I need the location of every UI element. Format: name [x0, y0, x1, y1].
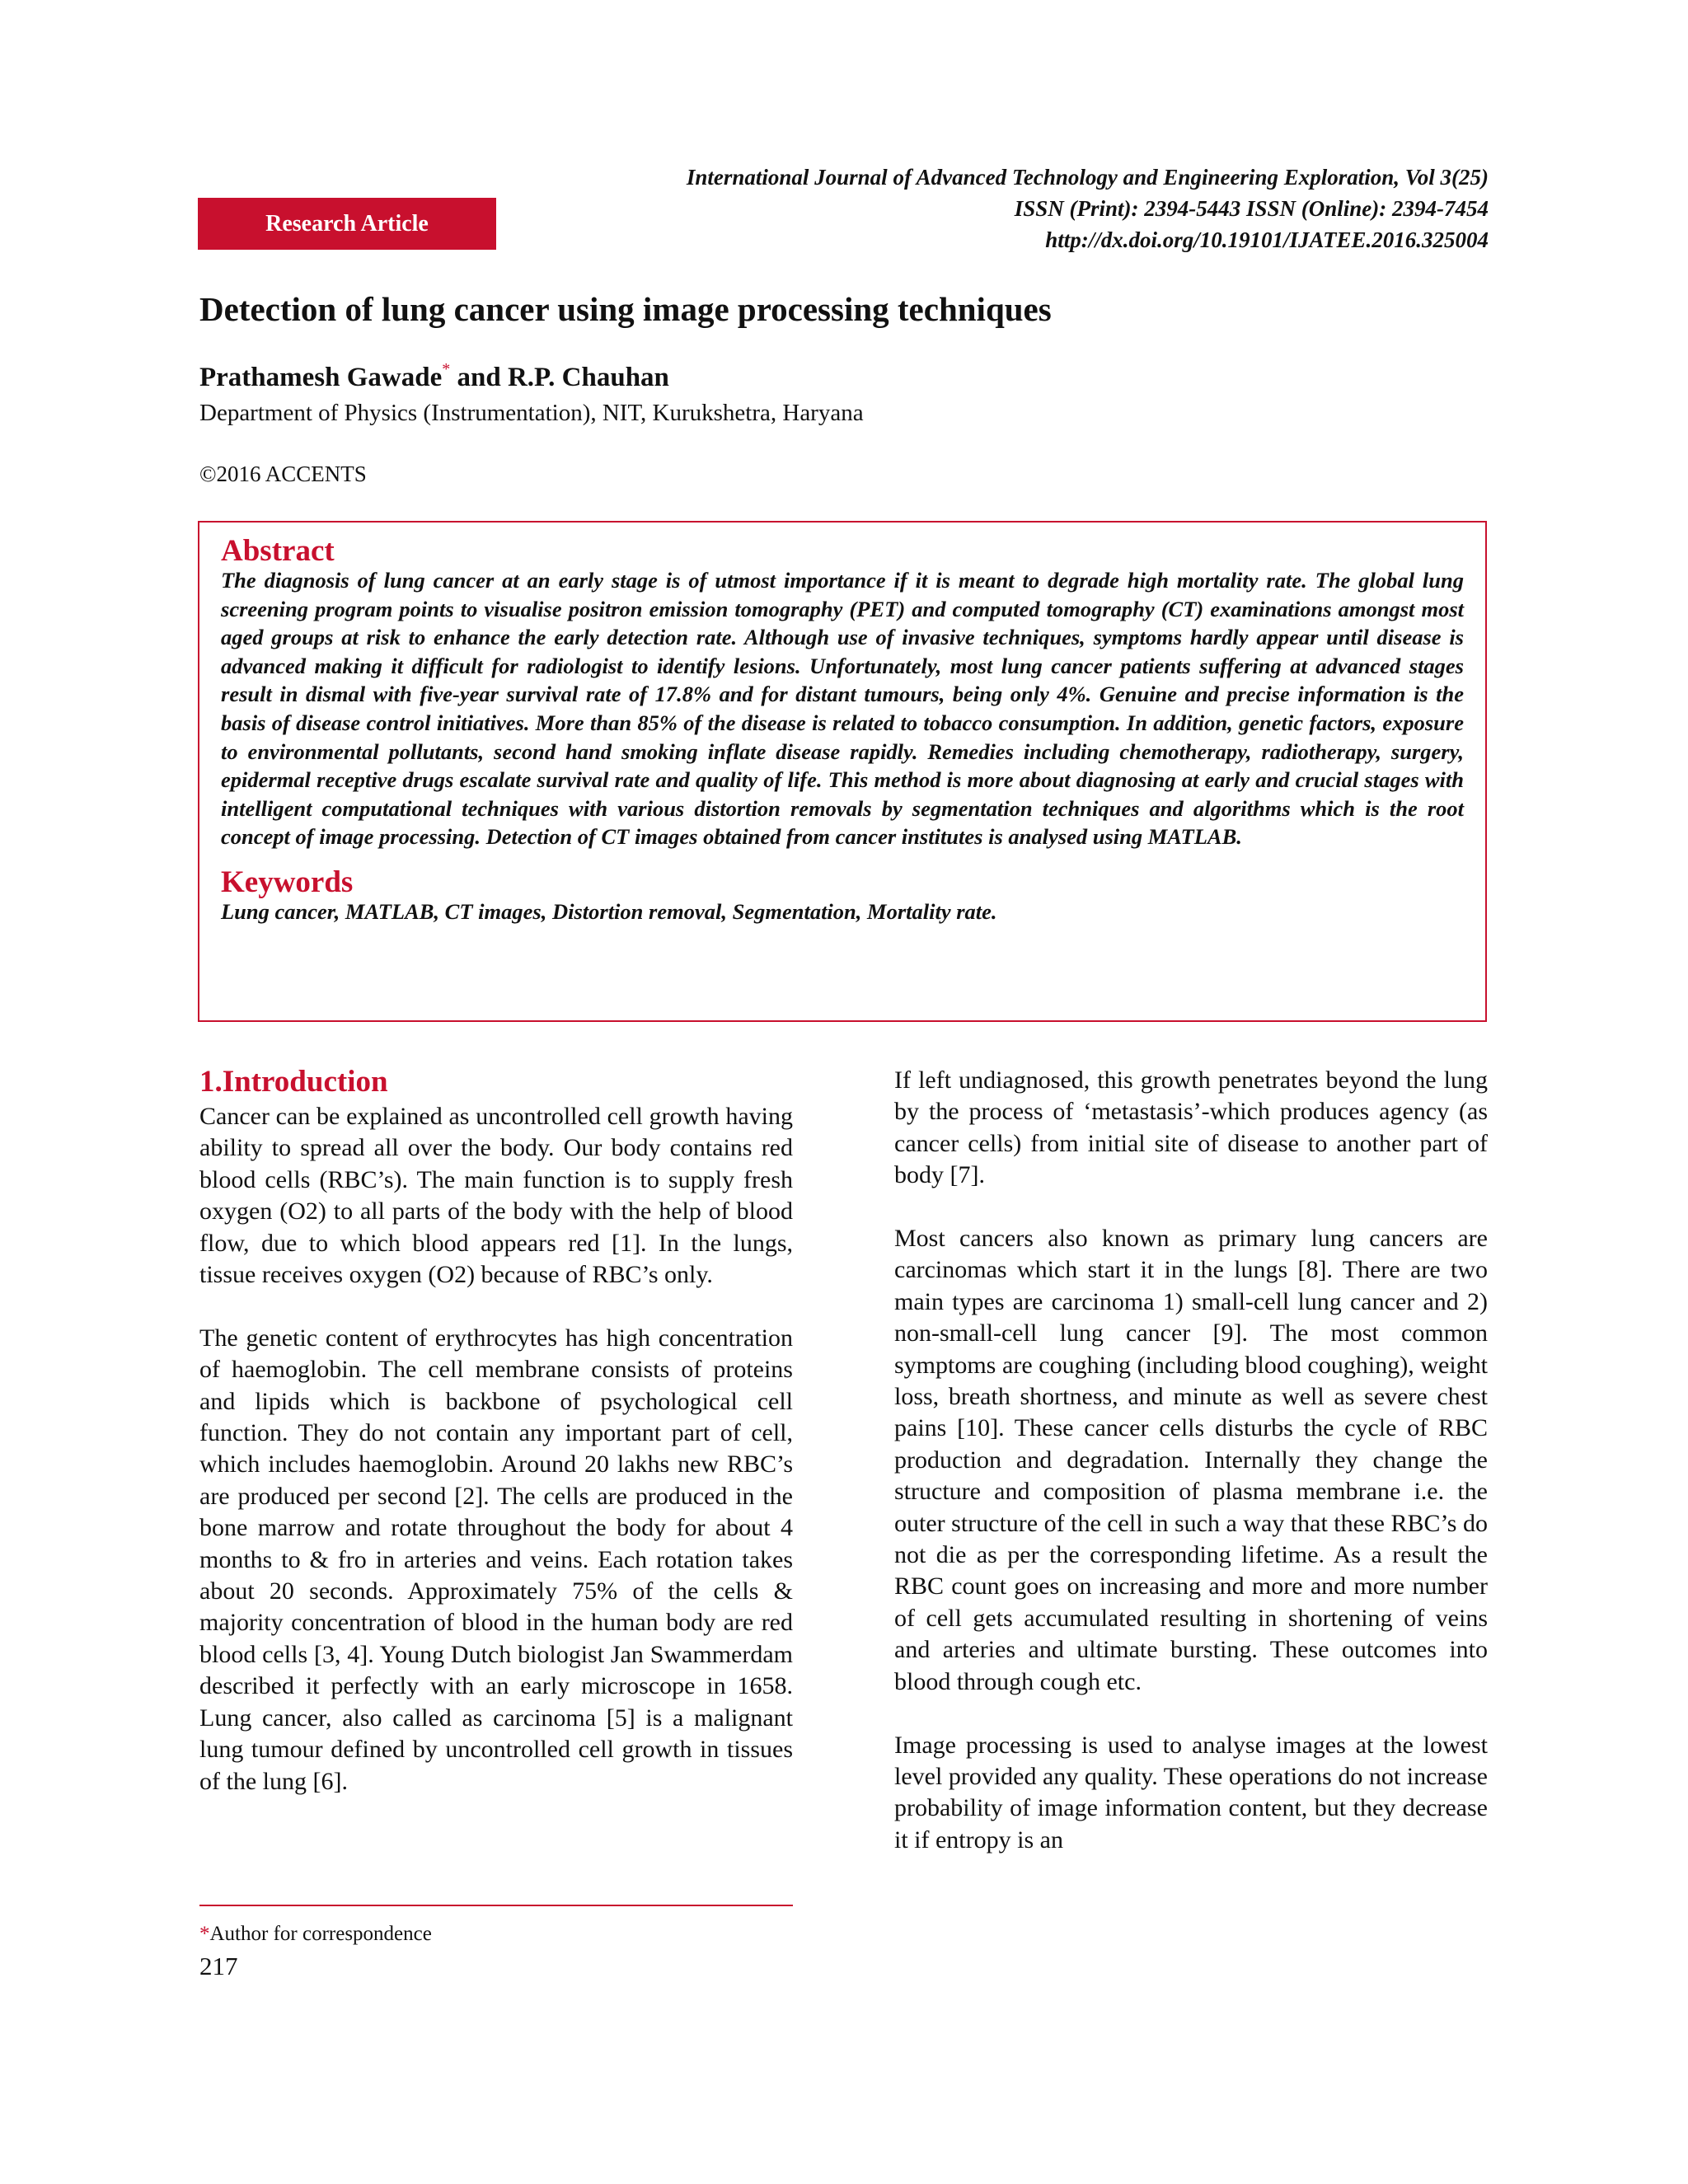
- footnote-text: Author for correspondence: [209, 1923, 432, 1945]
- footnote: [199, 1920, 432, 1948]
- footnote-mark: *: [199, 1923, 210, 1945]
- keywords-text: Lung cancer, MATLAB, CT images, Distortion removal, Segmentation, Mortality rate.: [221, 898, 997, 924]
- corresponding-author-mark: *: [442, 360, 451, 378]
- body-paragraph: Cancer can be explained as uncontrolled cell growth having ability to spread all over the body. Our body contains red blood cells (RBC’s). The main function is to supply fresh oxygen (O2) to all parts of the body with the help of blood flow, due to which blood appears red [1]. In the lungs, tissue receives oxygen (O2) because of RBC’s only.: [199, 1103, 793, 1289]
- body-paragraph: Most cancers also known as primary lung cancers are carcinomas which start it in the lungs [8]. There are two main types are carcinoma 1) small-cell lung cancer and 2) non-small-cell lung cancer [9]. The most common symptoms are coughing (including blood coughing), weight loss, breath shortness, and minute as well as severe chest pains [10]. These cancer cells disturbs the cycle of RBC production and degradation. Internally they change the structure and composition of plasma membrane i.e. the outer structure of the cell in such a way that these RBC’s do not die as per the corresponding lifetime. As a result the RBC count goes on increasing and more and more number of cell gets accumulated resulting in shortening of veins and arteries and ultimate bursting. These outcomes into blood through cough etc.: [894, 1225, 1488, 1695]
- copyright-notice: ©2016 ACCENTS: [199, 462, 367, 486]
- footnote-divider: [199, 1905, 793, 1906]
- body-paragraph: If left undiagnosed, this growth penetrates beyond the lung by the process of ‘metastasis’-which produces agency (as cancer cells) from initial site of disease to another part of body [7].: [894, 1066, 1488, 1189]
- right-column: [894, 1065, 1488, 1856]
- journal-name: International Journal of Advanced Technology and Engineering Exploration, Vol 3(25): [686, 165, 1489, 190]
- author-name-primary: Prathamesh Gawade: [199, 363, 443, 392]
- doi-link[interactable]: http://dx.doi.org/10.19101/IJATEE.2016.325004: [1045, 227, 1489, 252]
- body-paragraph: The genetic content of erythrocytes has high concentration of haemoglobin. The cell membrane consists of proteins and lipids which is backbone of psychological cell function. They do not contain any important part of cell, which includes haemoglobin. Around 20 lakhs new RBC’s are produced per second [2]. The cells are produced in the bone marrow and rotate throughout the body for about 4 months to & fro in arteries and veins. Each rotation takes about 20 seconds. Approximately 75% of the cells & majority concentration of blood in the human body are red blood cells [3, 4]. Young Dutch biologist Jan Swammerdam described it perfectly with an early microscope in 1658. Lung cancer, also called as carcinoma [5] is a malignant lung tumour defined by uncontrolled cell growth in tissues of the lung [6].: [199, 1324, 793, 1795]
- journal-header: [417, 162, 1489, 255]
- article-type-badge: Research Article: [198, 198, 496, 250]
- issn-line: ISSN (Print): 2394-5443 ISSN (Online): 2394-7454: [1014, 196, 1489, 221]
- keywords-heading: Keywords: [221, 865, 354, 899]
- paper-title: Detection of lung cancer using image processing techniques: [199, 290, 1052, 328]
- affiliation: Department of Physics (Instrumentation), NIT, Kurukshetra, Haryana: [199, 400, 864, 426]
- author-line: [199, 359, 669, 396]
- abstract-text: The diagnosis of lung cancer at an early stage is of utmost importance if it is meant to degrade high mortality rate. The global lung screening program points to visualise positron emission tomography (PET) and computed tomography (CT) examinations amongst most aged groups at risk to enhance the early detection rate. Although use of invasive techniques, symptoms hardly appear until disease is advanced making it difficult for radiologist to identify lesions. Unfortunately, most lung cancer patients suffering at advanced stages result in dismal with five-year survival rate of 17.8% and for distant tumours, being only 4%. Genuine and precise information is the basis of disease control initiatives. More than 85% of the disease is related to tobacco consumption. In addition, genetic factors, exposure to environmental pollutants, second hand smoking inflate disease rapidly. Remedies including chemotherapy, radiotherapy, surgery, epidermal receptive drugs escalate survival rate and quality of life. This method is more about diagnosing at early and crucial stages with intelligent computational techniques with various distortion removals by segmentation techniques and algorithms which is the root concept of image processing. Detection of CT images obtained from cancer institutes is analysed using MATLAB.: [221, 568, 1464, 850]
- page-number: 217: [199, 1952, 238, 1980]
- author-name-secondary: and R.P. Chauhan: [450, 363, 669, 392]
- abstract-heading: Abstract: [221, 534, 335, 568]
- left-column: [199, 1063, 793, 1797]
- body-paragraph: Image processing is used to analyse images at the lowest level provided any quality. These operations do not increase probability of image information content, but they decrease it if entropy is an: [894, 1731, 1488, 1854]
- introduction-heading: 1.Introduction: [199, 1065, 388, 1099]
- abstract-box: [198, 521, 1487, 1022]
